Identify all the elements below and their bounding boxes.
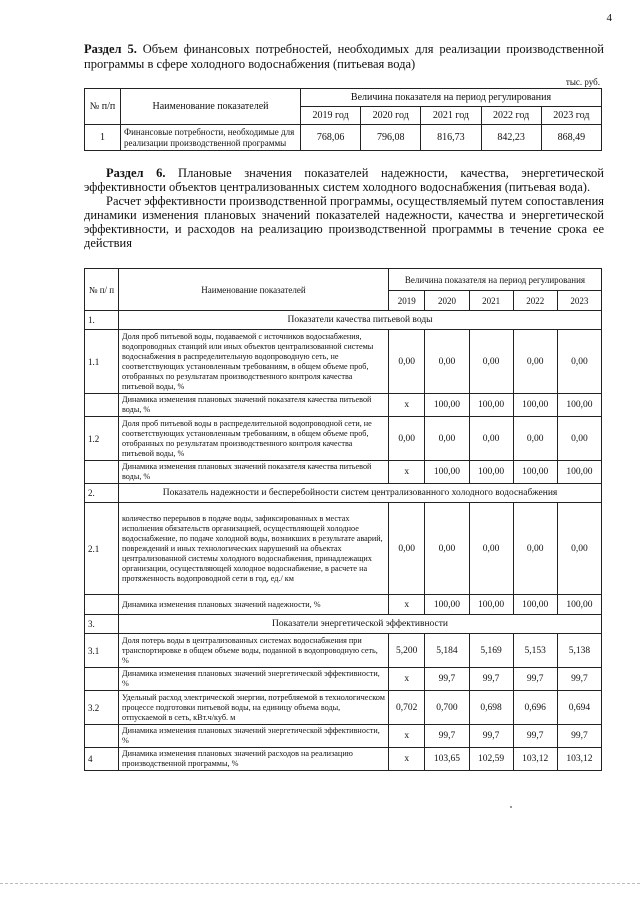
year-header: 2023 год: [541, 107, 601, 125]
table-row: [85, 691, 602, 725]
value-cell: 100,00: [425, 394, 469, 417]
value-cell: 99,7: [557, 668, 601, 691]
section-title: Показатели энергетической эффективности: [119, 615, 602, 634]
value-cell: 100,00: [469, 394, 513, 417]
page-edge: [0, 883, 640, 884]
row-number: 1: [85, 125, 121, 151]
value-cell: 5,138: [557, 634, 601, 668]
table-row: [85, 503, 602, 595]
col-num-header: № п/п: [85, 89, 121, 125]
year-header: 2021: [469, 291, 513, 311]
row-name: Динамика изменения плановых значений энергетической эффективности, %: [119, 668, 389, 691]
row-name: Динамика изменения плановых значений расходов на реализацию производственной программы, %: [119, 748, 389, 771]
value-cell: 100,00: [469, 595, 513, 615]
section-number: 3.: [85, 615, 119, 634]
value-cell: 816,73: [421, 125, 481, 151]
row-name: Динамика изменения плановых значений показателя качества питьевой воды, %: [119, 461, 389, 484]
page-number: 4: [606, 12, 612, 24]
value-cell: 0,00: [557, 330, 601, 394]
row-number: [85, 394, 119, 417]
value-cell: 99,7: [425, 725, 469, 748]
table-row: [85, 394, 602, 417]
year-header: 2019: [389, 291, 425, 311]
section-row: [85, 484, 602, 503]
value-cell: x: [389, 748, 425, 771]
row-name: Доля проб питьевой воды в распределительной водопроводной сети, не соответствующих установленным требованиям, в общем объеме проб, отобранных по результатам производственного контроля качества питьевой воды, %: [119, 417, 389, 461]
value-cell: 100,00: [469, 461, 513, 484]
row-name: Динамика изменения плановых значений надежности, %: [119, 595, 389, 615]
scan-speck: [510, 806, 512, 808]
value-cell: 0,00: [469, 503, 513, 595]
row-name: Доля проб питьевой воды, подаваемой с источников водоснабжения, водопроводных станций или иных объектов централизованной системы водоснабжения в распределительную водопроводную сеть, не соответствующих установленным требованиям, в общем объеме проб, отобранных по результатам производственного контроля качества питьевой воды, %: [119, 330, 389, 394]
value-cell: 0,00: [389, 330, 425, 394]
section-number: 2.: [85, 484, 119, 503]
value-cell: 100,00: [557, 394, 601, 417]
value-cell: 868,49: [541, 125, 601, 151]
value-cell: 0,00: [425, 503, 469, 595]
table-row: [85, 461, 602, 484]
row-name: Динамика изменения плановых значений показателя качества питьевой воды, %: [119, 394, 389, 417]
value-cell: 5,184: [425, 634, 469, 668]
table-row: [85, 725, 602, 748]
row-number: [85, 461, 119, 484]
value-cell: 99,7: [557, 725, 601, 748]
year-header: 2022: [513, 291, 557, 311]
value-cell: 103,12: [513, 748, 557, 771]
row-name: Динамика изменения плановых значений энергетической эффективности, %: [119, 725, 389, 748]
value-cell: 768,06: [301, 125, 361, 151]
value-cell: 99,7: [513, 725, 557, 748]
table-row: [85, 634, 602, 668]
period-header: Величина показателя на период регулирования: [301, 89, 602, 107]
value-cell: x: [389, 725, 425, 748]
section-title: Показатель надежности и бесперебойности систем централизованного холодного водоснабжения: [119, 484, 602, 503]
period-header: Величина показателя на период регулирования: [389, 269, 602, 291]
value-cell: 0,00: [557, 417, 601, 461]
value-cell: 100,00: [557, 461, 601, 484]
row-name: Доля потерь воды в централизованных системах водоснабжения при транспортировке в общем объеме воды, поданной в водопроводную сеть, %: [119, 634, 389, 668]
value-cell: 99,7: [513, 668, 557, 691]
value-cell: 100,00: [557, 595, 601, 615]
value-cell: 100,00: [513, 394, 557, 417]
value-cell: 100,00: [425, 461, 469, 484]
section6-text: Плановые значения показателей надежности, качества, энергетической эффективности объектов централизованных систем холодного водоснабжения (питьевая вода).: [84, 166, 604, 194]
value-cell: 0,702: [389, 691, 425, 725]
value-cell: 103,65: [425, 748, 469, 771]
value-cell: x: [389, 461, 425, 484]
value-cell: 100,00: [513, 595, 557, 615]
year-header: 2020 год: [361, 107, 421, 125]
section-row: [85, 615, 602, 634]
table-row: [85, 330, 602, 394]
value-cell: 103,12: [557, 748, 601, 771]
value-cell: 0,00: [425, 417, 469, 461]
section6-text-block: [84, 166, 604, 250]
row-name: Удельный расход электрической энергии, потребляемой в технологическом процессе подготовки питьевой воды, на единицу объема воды, отпускаемой в сеть, кВт.ч/куб. м: [119, 691, 389, 725]
row-number: 3.2: [85, 691, 119, 725]
col-name-header: Наименование показателей: [121, 89, 301, 125]
col-name-header: Наименование показателей: [119, 269, 389, 311]
value-cell: 0,00: [389, 503, 425, 595]
section6-paragraph: Расчет эффективности производственной программы, осуществляемый путем сопоставления динамики изменения плановых значений показателей надежности, качества и энергетической эффективности, и расходов на реализацию производственной программы в течение срока ее действия: [84, 194, 605, 250]
value-cell: 5,169: [469, 634, 513, 668]
value-cell: 796,08: [361, 125, 421, 151]
year-header: 2019 год: [301, 107, 361, 125]
section6-heading: Раздел 6.: [106, 166, 166, 180]
year-header: 2021 год: [421, 107, 481, 125]
section5-heading: Раздел 5.: [84, 42, 137, 56]
section5-title: [84, 42, 604, 72]
year-header: 2020: [425, 291, 469, 311]
value-cell: 99,7: [469, 668, 513, 691]
value-cell: 0,00: [513, 417, 557, 461]
value-cell: 0,00: [513, 330, 557, 394]
value-cell: x: [389, 595, 425, 615]
value-cell: 0,698: [469, 691, 513, 725]
value-cell: 100,00: [425, 595, 469, 615]
value-cell: 5,200: [389, 634, 425, 668]
row-number: 1.1: [85, 330, 119, 394]
value-cell: 0,696: [513, 691, 557, 725]
section-title: Показатели качества питьевой воды: [119, 311, 602, 330]
section-number: 1.: [85, 311, 119, 330]
table-row: [85, 595, 602, 615]
value-cell: 0,694: [557, 691, 601, 725]
value-cell: 0,00: [425, 330, 469, 394]
value-cell: 0,00: [469, 417, 513, 461]
year-header: 2022 год: [481, 107, 541, 125]
value-cell: 0,00: [557, 503, 601, 595]
row-name: количество перерывов в подаче воды, зафиксированных в местах исполнения обязательств организацией, осуществляющей холодное водоснабжение, по подаче холодной воды, возникших в результате аварий, повреждений и иных технологических нарушений на объектах централизованной системы холодного водоснабжения, принадлежащих организации, осуществляющей холодное водоснабжение, в расчете на протяженность водопроводной сети в год, ед./ км: [119, 503, 389, 595]
value-cell: 102,59: [469, 748, 513, 771]
value-cell: 99,7: [425, 668, 469, 691]
table-row: [85, 748, 602, 771]
table-row: [85, 668, 602, 691]
row-number: 2.1: [85, 503, 119, 595]
value-cell: 0,00: [389, 417, 425, 461]
financial-needs-table: [84, 88, 602, 151]
value-cell: 0,00: [469, 330, 513, 394]
row-number: 4: [85, 748, 119, 771]
value-cell: x: [389, 668, 425, 691]
value-cell: 5,153: [513, 634, 557, 668]
row-number: 3.1: [85, 634, 119, 668]
units-label: тыс. руб.: [565, 77, 600, 87]
row-number: [85, 668, 119, 691]
section5-text: Объем финансовых потребностей, необходимых для реализации производственной программы в сфере холодного водоснабжения (питьевая вода): [84, 42, 604, 71]
value-cell: 99,7: [469, 725, 513, 748]
year-header: 2023: [557, 291, 601, 311]
row-number: [85, 725, 119, 748]
value-cell: 0,00: [513, 503, 557, 595]
row-number: 1.2: [85, 417, 119, 461]
row-name: Финансовые потребности, необходимые для реализации производственной программы: [121, 125, 301, 151]
value-cell: x: [389, 394, 425, 417]
value-cell: 100,00: [513, 461, 557, 484]
value-cell: 842,23: [481, 125, 541, 151]
row-number: [85, 595, 119, 615]
indicators-table: [84, 268, 602, 771]
value-cell: 0,700: [425, 691, 469, 725]
section-row: [85, 311, 602, 330]
col-num-header: № п/ п: [85, 269, 119, 311]
table-row: [85, 417, 602, 461]
